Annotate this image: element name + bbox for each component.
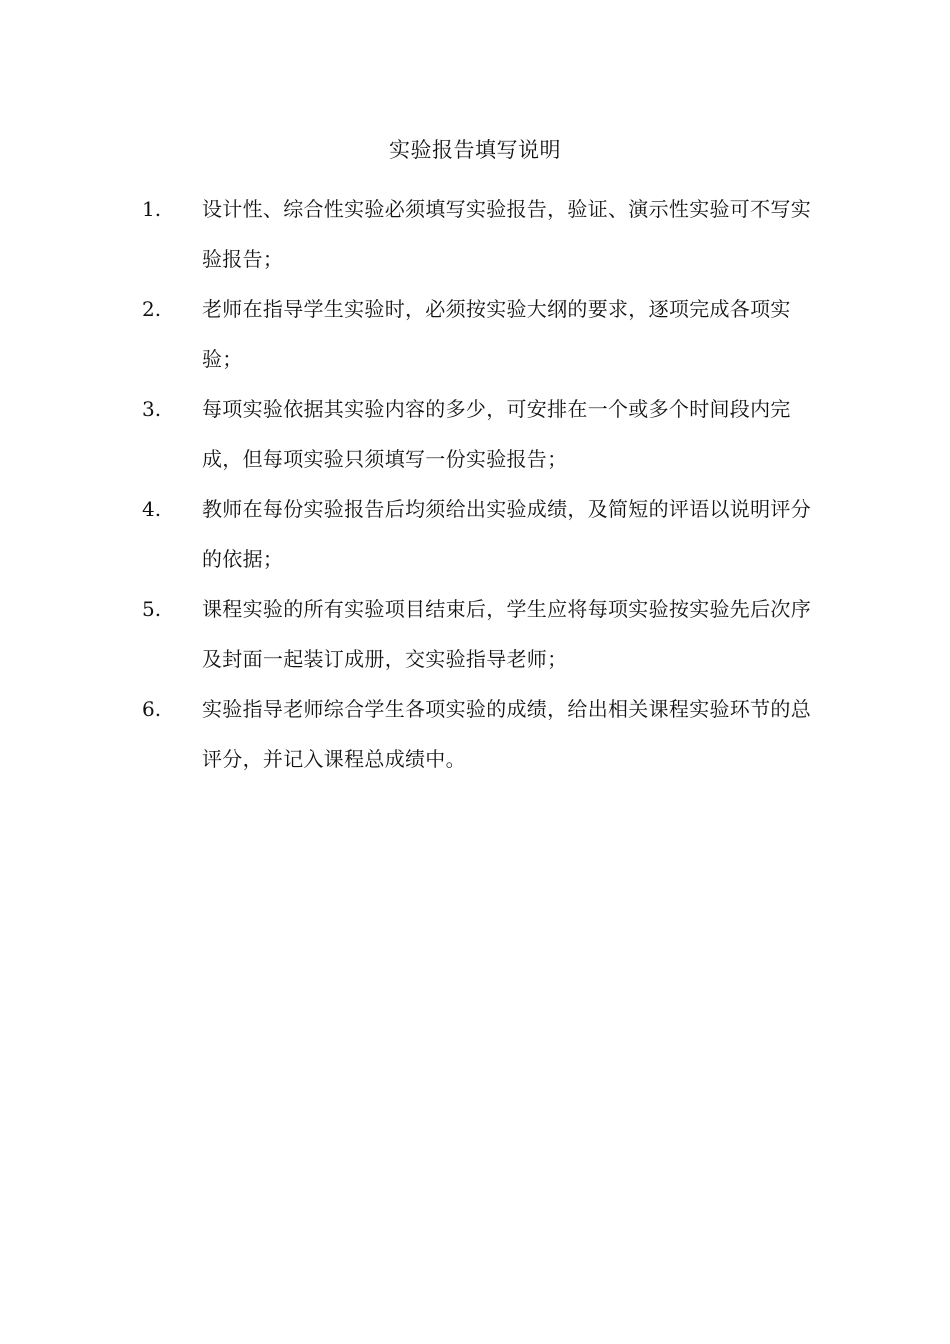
list-item: [142, 384, 812, 484]
list-item: [142, 284, 812, 384]
item-text: 每项实验依据其实验内容的多少，可安排在一个或多个时间段内完成，但每项实验只须填写一份实验报告；: [202, 397, 791, 471]
item-number: 6.: [142, 697, 162, 721]
item-text: 设计性、综合性实验必须填写实验报告，验证、演示性实验可不写实验报告；: [202, 197, 811, 271]
item-text: 课程实验的所有实验项目结束后，学生应将每项实验按实验先后次序及封面一起装订成册，交实验指导老师；: [202, 597, 811, 671]
item-text: 老师在指导学生实验时，必须按实验大纲的要求，逐项完成各项实验；: [202, 297, 791, 371]
item-number: 2.: [142, 297, 162, 321]
item-text: 实验指导老师综合学生各项实验的成绩，给出相关课程实验环节的总评分，并记入课程总成绩中。: [202, 697, 811, 771]
item-number: 3.: [142, 397, 162, 421]
page-title: 实验报告填写说明: [389, 138, 561, 162]
instruction-list: [142, 184, 812, 784]
item-number: 5.: [142, 597, 162, 621]
list-item: [142, 584, 812, 684]
list-item: [142, 484, 812, 584]
list-item: [142, 184, 812, 284]
list-item: [142, 684, 812, 784]
item-number: 1.: [142, 197, 162, 221]
item-text: 教师在每份实验报告后均须给出实验成绩，及简短的评语以说明评分的依据；: [202, 497, 811, 571]
item-number: 4.: [142, 497, 162, 521]
